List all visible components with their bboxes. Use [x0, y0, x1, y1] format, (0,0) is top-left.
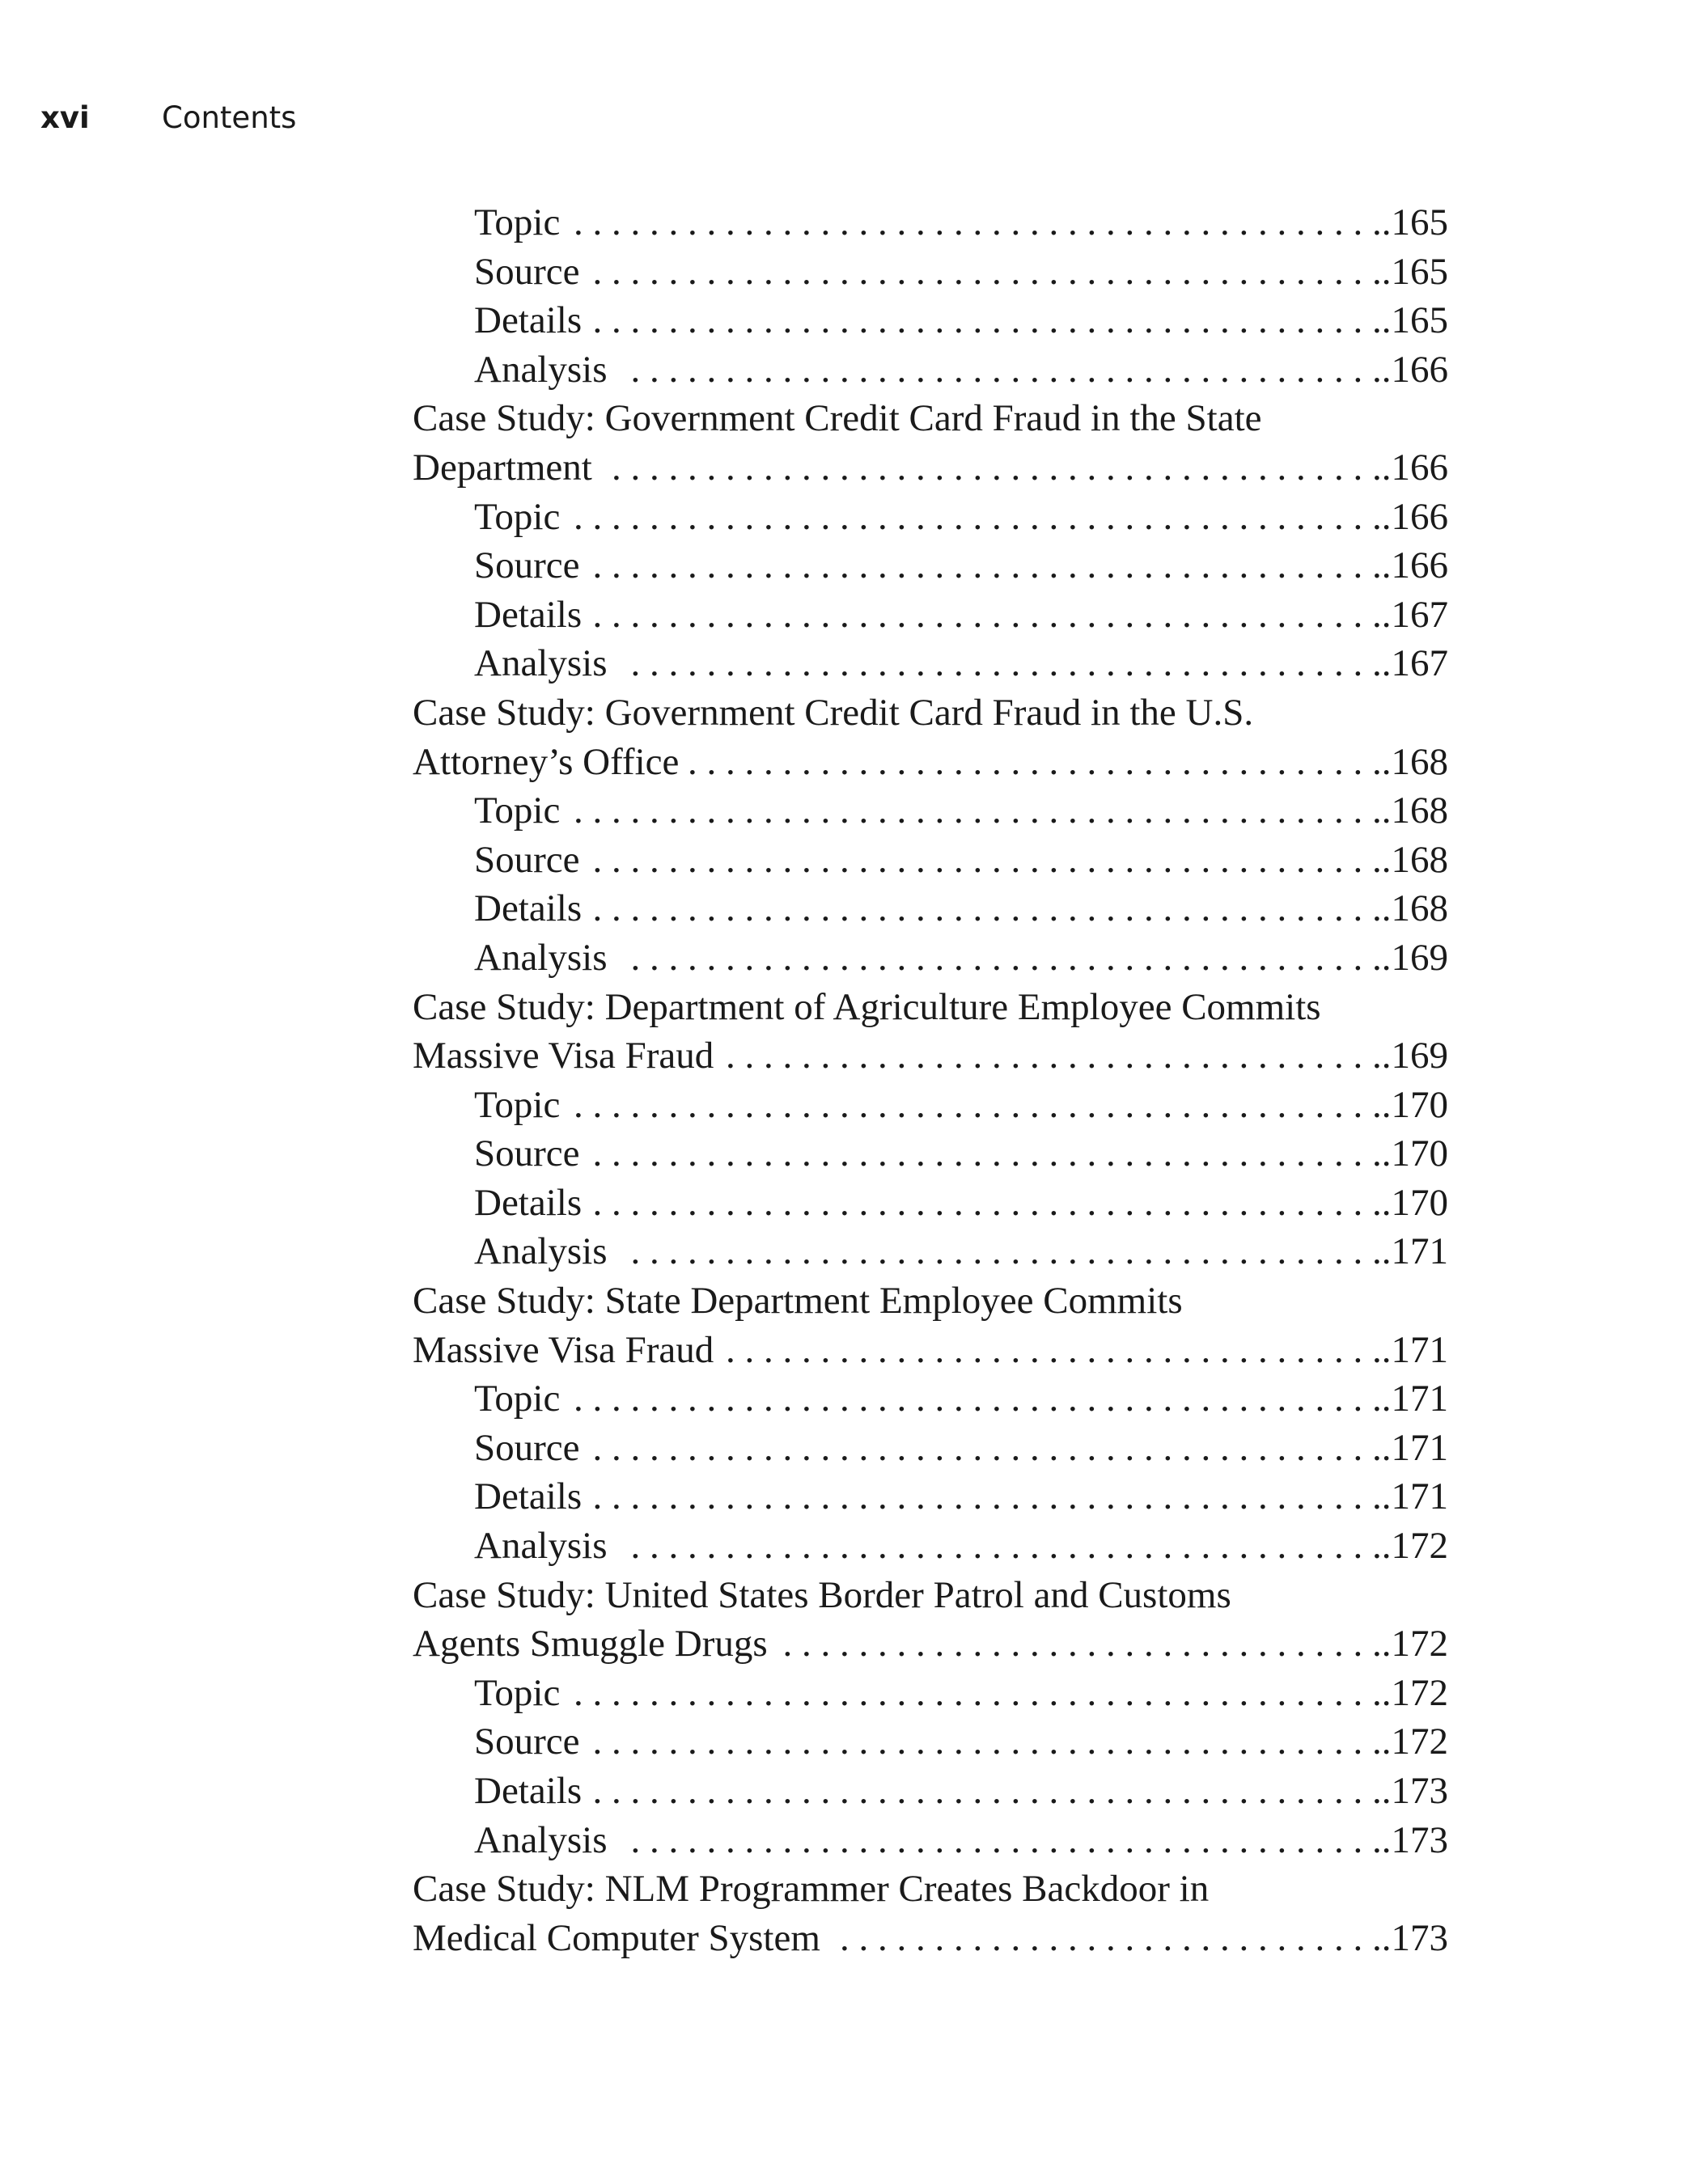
- toc-entry-title: Analysis: [474, 348, 608, 391]
- toc-entry-title: Topic: [474, 1378, 561, 1420]
- toc-subentry[interactable]: [413, 933, 1448, 983]
- toc-entry-title: Details: [474, 1181, 583, 1224]
- dot-leader: [591, 541, 1382, 590]
- toc-entry-title: Massive Visa Fraud: [413, 1328, 714, 1371]
- dot-leader: [571, 1374, 1381, 1424]
- toc-entry-title: Source: [474, 838, 580, 881]
- toc-subentry[interactable]: [413, 1129, 1448, 1179]
- dot-leader: [593, 590, 1382, 640]
- dot-leader: [779, 1619, 1382, 1669]
- toc-entry-title: Analysis: [474, 642, 608, 685]
- toc-case-study-heading: Case Study: NLM Programmer Creates Backdoor in: [413, 1868, 1210, 1911]
- toc-case-study-heading: Case Study: Department of Agriculture Employee Commits: [413, 985, 1321, 1028]
- toc-subentry[interactable]: [413, 786, 1448, 836]
- toc-subentry[interactable]: [413, 1522, 1448, 1571]
- dot-leader: [593, 1472, 1382, 1522]
- toc-page-number: .173: [1381, 1770, 1448, 1812]
- toc-entry-title: Source: [474, 1132, 580, 1175]
- toc-entry-title: Topic: [474, 1671, 561, 1714]
- toc-case-study-entry[interactable]: [413, 443, 1448, 493]
- page-number: xvi: [40, 100, 90, 135]
- dot-leader: [571, 786, 1381, 836]
- toc-page-number: .173: [1381, 1818, 1448, 1861]
- toc-subentry[interactable]: [413, 1472, 1448, 1522]
- dot-leader: [619, 933, 1382, 983]
- toc-entry-title: Analysis: [474, 936, 608, 979]
- dot-leader: [571, 493, 1381, 542]
- toc-page-number: .172: [1381, 1721, 1448, 1763]
- dot-leader: [591, 248, 1382, 297]
- dot-leader: [619, 639, 1382, 688]
- toc-page-number: .170: [1381, 1132, 1448, 1175]
- toc-entry-title: Department: [413, 446, 592, 489]
- toc-entry-title: Details: [474, 1770, 583, 1812]
- toc-page-number: .168: [1381, 887, 1448, 930]
- toc-subentry[interactable]: [413, 1816, 1448, 1865]
- toc-entry-title: Analysis: [474, 1230, 608, 1273]
- dot-leader: [832, 1914, 1382, 1963]
- dot-leader: [593, 1179, 1382, 1228]
- toc-entry-title: Details: [474, 299, 583, 342]
- toc-subentry[interactable]: [413, 198, 1448, 248]
- toc-subentry[interactable]: [413, 296, 1448, 345]
- toc-entry-title: Massive Visa Fraud: [413, 1035, 714, 1077]
- toc-entry-title: Source: [474, 544, 580, 587]
- toc-subentry[interactable]: [413, 1227, 1448, 1276]
- toc-entry-title: Topic: [474, 495, 561, 538]
- toc-entry-title: Medical Computer System: [413, 1916, 820, 1959]
- toc-entry-title: Topic: [474, 789, 561, 832]
- toc-page-number: .171: [1381, 1378, 1448, 1420]
- dot-leader: [619, 1522, 1382, 1571]
- toc-page-number: .171: [1381, 1475, 1448, 1518]
- dot-leader: [591, 1129, 1382, 1179]
- toc-subentry[interactable]: [413, 493, 1448, 542]
- toc-subentry[interactable]: [413, 639, 1448, 688]
- toc-page-number: .168: [1381, 789, 1448, 832]
- toc-page-number: .168: [1381, 740, 1448, 783]
- toc-page-number: .171: [1381, 1426, 1448, 1469]
- toc-entry-title: Topic: [474, 1083, 561, 1126]
- dot-leader: [619, 345, 1382, 395]
- dot-leader: [591, 1424, 1382, 1473]
- toc-entry-title: Source: [474, 1426, 580, 1469]
- toc-case-study-heading: Case Study: Government Credit Card Fraud in the State: [413, 397, 1262, 440]
- toc-page-number: .171: [1381, 1230, 1448, 1273]
- table-of-contents: [413, 198, 1448, 1962]
- toc-case-study-entry[interactable]: [413, 738, 1448, 787]
- toc-page-number: .167: [1381, 642, 1448, 685]
- toc-page-number: .165: [1381, 201, 1448, 243]
- toc-page-number: .171: [1381, 1328, 1448, 1371]
- toc-subentry[interactable]: [413, 248, 1448, 297]
- toc-page-number: .166: [1381, 495, 1448, 538]
- toc-case-study-heading: Case Study: Government Credit Card Fraud in the U.S.: [413, 691, 1254, 734]
- dot-leader: [619, 1227, 1382, 1276]
- toc-page-number: .173: [1381, 1916, 1448, 1959]
- toc-subentry[interactable]: [413, 1081, 1448, 1130]
- toc-entry-title: Source: [474, 1721, 580, 1763]
- toc-entry-title: Details: [474, 887, 583, 930]
- dot-leader: [591, 1717, 1382, 1767]
- toc-case-study-entry[interactable]: [413, 1326, 1448, 1375]
- toc-case-study-heading: Case Study: State Department Employee Commits: [413, 1280, 1183, 1323]
- toc-page-number: .166: [1381, 446, 1448, 489]
- toc-subentry[interactable]: [413, 1717, 1448, 1767]
- dot-leader: [619, 1816, 1382, 1865]
- dot-leader: [604, 443, 1382, 493]
- dot-leader: [571, 1669, 1381, 1718]
- toc-page-number: .169: [1381, 936, 1448, 979]
- dot-leader: [571, 1081, 1381, 1130]
- toc-page-number: .166: [1381, 544, 1448, 587]
- toc-page-number: .170: [1381, 1083, 1448, 1126]
- toc-page-number: .169: [1381, 1035, 1448, 1077]
- dot-leader: [690, 738, 1381, 787]
- toc-subentry[interactable]: [413, 590, 1448, 640]
- toc-entry-title: Source: [474, 250, 580, 293]
- toc-subentry[interactable]: [413, 1374, 1448, 1424]
- toc-entry-title: Details: [474, 1475, 583, 1518]
- toc-page-number: .165: [1381, 299, 1448, 342]
- toc-entry-title: Agents Smuggle Drugs: [413, 1623, 768, 1666]
- toc-page-number: .172: [1381, 1671, 1448, 1714]
- toc-page-number: .168: [1381, 838, 1448, 881]
- toc-page-number: .167: [1381, 593, 1448, 636]
- toc-page-number: .170: [1381, 1181, 1448, 1224]
- section-title: Contents: [162, 100, 297, 135]
- toc-subentry[interactable]: [413, 884, 1448, 933]
- dot-leader: [725, 1326, 1381, 1375]
- toc-page-number: .165: [1381, 250, 1448, 293]
- toc-page-number: .166: [1381, 348, 1448, 391]
- toc-subentry[interactable]: [413, 1424, 1448, 1473]
- toc-entry-title: Analysis: [474, 1525, 608, 1568]
- toc-page-number: .172: [1381, 1525, 1448, 1568]
- toc-case-study-entry[interactable]: [413, 1619, 1448, 1669]
- toc-subentry[interactable]: [413, 541, 1448, 590]
- toc-entry-title: Details: [474, 593, 583, 636]
- toc-subentry[interactable]: [413, 836, 1448, 885]
- toc-subentry[interactable]: [413, 345, 1448, 395]
- dot-leader: [591, 836, 1382, 885]
- dot-leader: [725, 1031, 1381, 1081]
- toc-entry-title: Analysis: [474, 1818, 608, 1861]
- toc-case-study-entry[interactable]: [413, 1031, 1448, 1081]
- toc-page-number: .172: [1381, 1623, 1448, 1666]
- dot-leader: [593, 1767, 1382, 1816]
- toc-case-study-entry[interactable]: [413, 1914, 1448, 1963]
- toc-entry-title: Attorney’s Office: [413, 740, 680, 783]
- dot-leader: [571, 198, 1381, 248]
- toc-entry-title: Topic: [474, 201, 561, 243]
- dot-leader: [593, 884, 1382, 933]
- toc-case-study-heading: Case Study: United States Border Patrol and Customs: [413, 1573, 1231, 1616]
- toc-subentry[interactable]: [413, 1669, 1448, 1718]
- toc-subentry[interactable]: [413, 1767, 1448, 1816]
- toc-subentry[interactable]: [413, 1179, 1448, 1228]
- dot-leader: [593, 296, 1382, 345]
